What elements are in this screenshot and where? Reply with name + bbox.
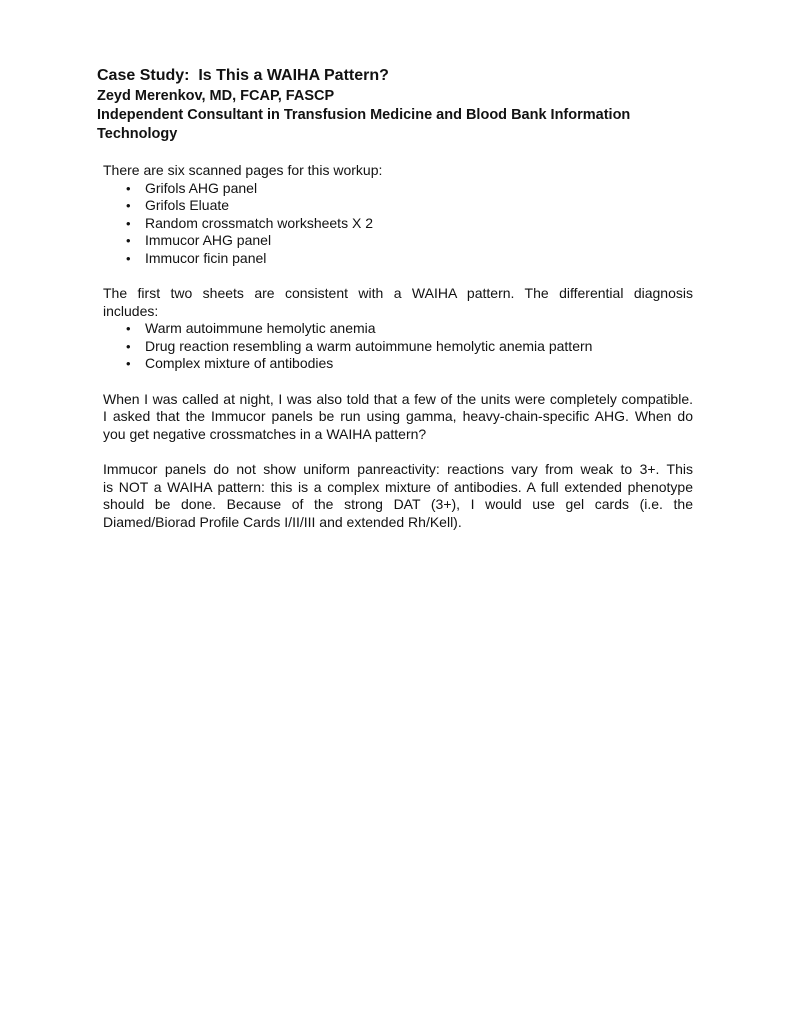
text-line: Diamed/Biorad Profile Cards I/II/III and extended Rh/Kell). bbox=[103, 513, 462, 530]
document-body bbox=[103, 162, 693, 531]
night-call-paragraph bbox=[103, 391, 693, 444]
list-item: • Complex mixture of antibodies bbox=[103, 355, 693, 373]
differential-paragraph bbox=[103, 285, 693, 320]
text-line: Technology bbox=[97, 126, 178, 142]
text-line: I asked that the Immucor panels be run using gamma, heavy-chain-specific AHG. When do bbox=[103, 408, 693, 424]
list-item: • Immucor AHG panel bbox=[103, 232, 693, 250]
list-item: • Grifols Eluate bbox=[103, 197, 693, 215]
workup-intro-paragraph bbox=[103, 162, 693, 180]
text-line: is NOT a WAIHA pattern: this is a complex mixture of antibodies. A full extended phenotype bbox=[103, 478, 693, 495]
text-line: should be done. Because of the strong DAT (3+), I would use gel cards (i.e. the bbox=[103, 496, 693, 512]
list-item: • Drug reaction resembling a warm autoimmune hemolytic anemia pattern bbox=[103, 338, 693, 356]
page-title: Case Study: Is This a WAIHA Pattern? bbox=[97, 67, 389, 84]
list-item: • Immucor ficin panel bbox=[103, 250, 693, 268]
list-item: • Warm autoimmune hemolytic anemia bbox=[103, 320, 693, 338]
text-line: includes: bbox=[103, 302, 159, 319]
text-line: Immucor panels do not show uniform panreactivity: reactions vary from weak to 3+. This bbox=[103, 461, 693, 477]
list-item: • Grifols AHG panel bbox=[103, 180, 693, 198]
conclusion-paragraph bbox=[103, 461, 693, 531]
affiliation bbox=[97, 106, 695, 144]
text-line: When I was called at night, I was also told that a few of the units were completely compatible. bbox=[103, 390, 693, 407]
author-byline: Zeyd Merenkov, MD, FCAP, FASCP bbox=[97, 88, 335, 104]
differential-diagnosis-list bbox=[103, 320, 693, 373]
text-line: There are six scanned pages for this workup: bbox=[103, 162, 383, 178]
list-item: • Random crossmatch worksheets X 2 bbox=[103, 215, 693, 233]
document-header bbox=[97, 64, 695, 144]
text-line: Independent Consultant in Transfusion Medicine and Blood Bank Information bbox=[97, 107, 631, 123]
text-line: you get negative crossmatches in a WAIHA pattern? bbox=[103, 425, 427, 442]
text-line: The first two sheets are consistent with a WAIHA pattern. The differential diagnosis bbox=[103, 285, 693, 301]
workup-pages-list bbox=[103, 180, 693, 268]
